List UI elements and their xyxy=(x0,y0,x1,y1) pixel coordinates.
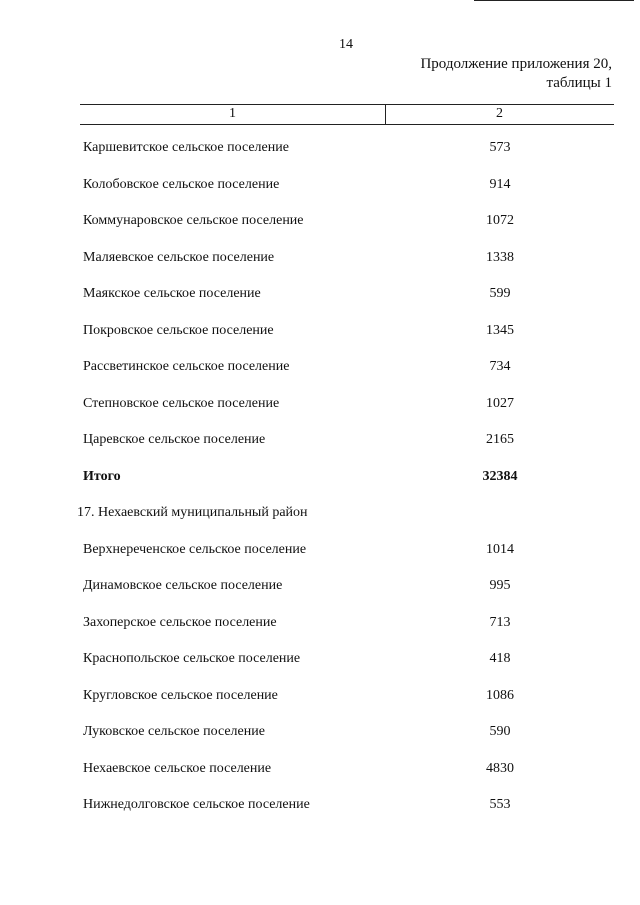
settlement-name: Динамовское сельское поселение xyxy=(83,578,283,593)
settlement-name: Нехаевское сельское поселение xyxy=(83,760,272,776)
settlement-name: Краснопольское сельское поселение xyxy=(83,651,301,666)
table-row xyxy=(83,615,603,652)
section-heading-row xyxy=(77,505,603,542)
settlement-name: Захоперское сельское поселение xyxy=(83,614,277,630)
continuation-note xyxy=(420,55,612,93)
table-row xyxy=(83,761,603,798)
table-body xyxy=(77,140,603,834)
table-header-bottom-rule xyxy=(80,124,614,125)
continuation-line-2: таблицы 1 xyxy=(546,75,612,91)
settlement-name: Колобовское сельское поселение xyxy=(83,176,280,192)
settlement-value: 4830 xyxy=(486,760,514,776)
settlement-name: Царевское сельское поселение xyxy=(83,432,266,447)
settlement-value: 1345 xyxy=(486,322,514,338)
settlement-name: Степновское сельское поселение xyxy=(83,395,280,411)
settlement-name: Маляевское сельское поселение xyxy=(83,249,275,265)
total-row xyxy=(83,469,603,506)
table-row xyxy=(83,651,603,688)
settlement-name: Луковское сельское поселение xyxy=(83,724,265,739)
table-row xyxy=(83,578,603,615)
settlement-value: 734 xyxy=(489,359,511,374)
table-row xyxy=(83,542,603,579)
settlement-value: 599 xyxy=(489,286,511,301)
table-header-top-rule xyxy=(80,104,614,105)
table-row xyxy=(83,140,603,177)
settlement-value: 1338 xyxy=(486,249,514,265)
continuation-line-1: Продолжение приложения 20, xyxy=(420,56,612,72)
settlement-value: 914 xyxy=(489,176,511,192)
table-row xyxy=(83,359,603,396)
settlement-value: 573 xyxy=(489,140,511,155)
settlement-value: 553 xyxy=(489,797,511,812)
settlement-value: 2165 xyxy=(486,432,514,447)
table-row xyxy=(83,213,603,250)
top-edge-rule xyxy=(474,0,634,1)
table-row xyxy=(83,177,603,214)
settlement-value: 1072 xyxy=(486,213,514,228)
table-row xyxy=(83,797,603,834)
table-row xyxy=(83,286,603,323)
table-row xyxy=(83,250,603,287)
district-heading: 17. Нехаевский муниципальный район xyxy=(77,505,308,520)
table-row xyxy=(83,724,603,761)
table-row xyxy=(83,688,603,725)
settlement-value: 995 xyxy=(489,578,511,593)
table-row xyxy=(83,396,603,433)
total-label: Итого xyxy=(83,468,121,484)
settlement-value: 1027 xyxy=(486,395,514,411)
settlement-name: Коммунаровское сельское поселение xyxy=(83,213,304,228)
settlement-name: Верхнереченское сельское поселение xyxy=(83,541,307,557)
settlement-name: Кругловское сельское поселение xyxy=(83,687,278,703)
settlement-name: Нижнедолговское сельское поселение xyxy=(83,797,310,812)
column-header-1: 1 xyxy=(229,106,236,121)
settlement-value: 713 xyxy=(489,614,511,630)
settlement-value: 1086 xyxy=(486,687,514,703)
settlement-name: Каршевитское сельское поселение xyxy=(83,140,289,155)
settlement-value: 1014 xyxy=(486,541,514,557)
column-header-2: 2 xyxy=(496,106,503,121)
table-header xyxy=(80,104,614,124)
settlement-name: Покровское сельское поселение xyxy=(83,322,274,338)
total-value: 32384 xyxy=(482,468,518,484)
settlement-value: 418 xyxy=(489,651,511,666)
settlement-name: Рассветинское сельское поселение xyxy=(83,359,290,374)
settlement-value: 590 xyxy=(489,724,511,739)
table-row xyxy=(83,432,603,469)
page-number: 14 xyxy=(339,37,353,52)
table-row xyxy=(83,323,603,360)
settlement-name: Маякское сельское поселение xyxy=(83,286,261,301)
